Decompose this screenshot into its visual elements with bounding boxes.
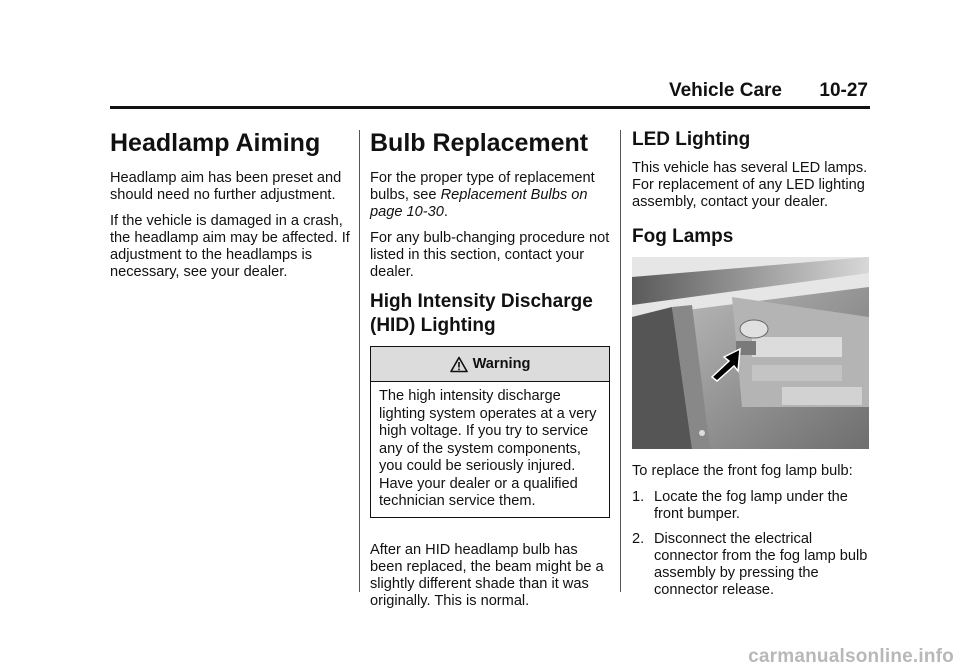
watermark: carmanualsonline.info (748, 646, 954, 667)
hid-lighting-heading: High Intensity Discharge (HID) Lighting (370, 291, 593, 336)
step-text: Disconnect the electrical connector from the fog lamp bulb assembly by pressing the connector release. (654, 531, 868, 598)
paragraph: If the vehicle is damaged in a crash, the headlamp aim may be affected. If adjustment to the headlamps is necessary, see your dealer. (110, 213, 350, 280)
warning-label: Warning (472, 355, 531, 372)
column-left (110, 120, 350, 290)
paragraph: This vehicle has several LED lamps. For replacement of any LED lighting assembly, contact your dealer. (632, 160, 868, 210)
text: For the proper type of replacement bulbs, see (370, 170, 595, 203)
paragraph: For any bulb-changing procedure not listed in this section, contact your dealer. (370, 230, 610, 280)
cross-reference-link[interactable]: Replacement Bulbs on page 10-30 (370, 187, 588, 220)
text: . (443, 204, 448, 220)
warning-text: The high intensity discharge lighting system operates at a very high voltage. If you try to service any of the system components, you could be seriously injured. Have your dealer or a qualified technician service them. (379, 388, 597, 509)
page-header (110, 80, 870, 109)
list-item (632, 531, 872, 599)
fog-lamp-photo (632, 257, 869, 449)
paragraph: After an HID headlamp bulb has been replaced, the beam might be a slightly different shade than it was originally. This is normal. (370, 541, 604, 609)
header-page-number: 10-27 (819, 80, 868, 101)
paragraph: Headlamp aim has been preset and should need no further adjustment. (110, 170, 342, 203)
step-number: 1. (632, 489, 645, 505)
column-right (632, 120, 872, 607)
header-section-title: Vehicle Care (668, 80, 782, 101)
step-number: 2. (632, 531, 645, 547)
warning-box (370, 346, 610, 518)
warning-triangle-icon (450, 356, 468, 373)
paragraph: To replace the front fog lamp bulb: (632, 463, 853, 479)
bulb-replacement-heading: Bulb Replacement (370, 129, 589, 157)
fog-lamps-heading: Fog Lamps (632, 226, 734, 247)
paragraph (370, 170, 610, 221)
column-divider (359, 130, 360, 592)
step-text: Locate the fog lamp under the front bumper. (654, 489, 848, 522)
led-lighting-heading: LED Lighting (632, 129, 751, 150)
column-divider (620, 130, 621, 592)
warning-header (371, 347, 609, 382)
column-middle (370, 120, 610, 619)
list-item (632, 489, 872, 523)
steps-list (632, 489, 872, 599)
headlamp-aiming-heading: Headlamp Aiming (110, 129, 321, 157)
